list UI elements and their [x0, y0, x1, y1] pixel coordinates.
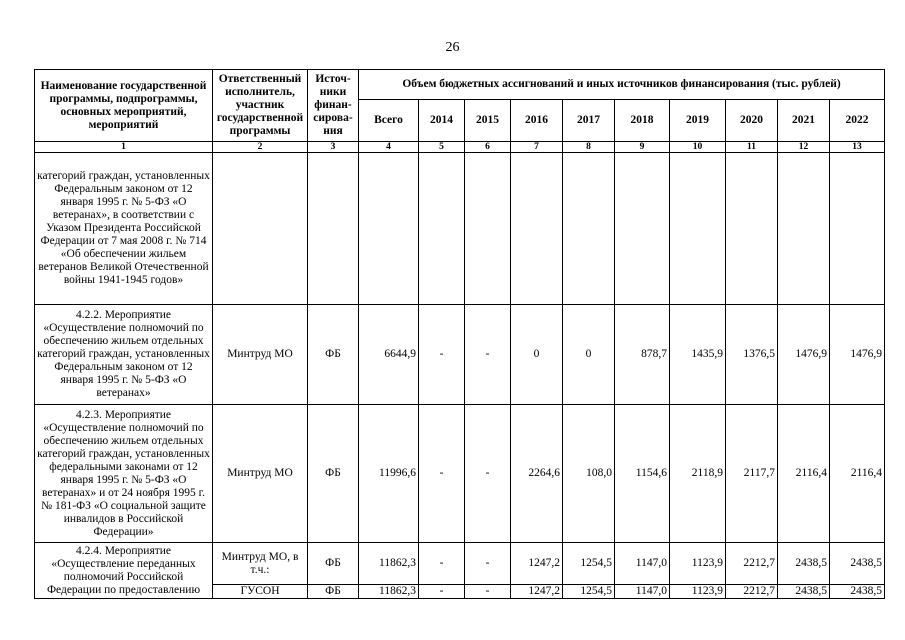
row-source: ФБ [308, 405, 359, 543]
row-value: 2438,5 [778, 543, 830, 585]
row-value: - [465, 543, 511, 585]
header-year: 2016 [511, 100, 563, 142]
row-value: - [465, 585, 511, 599]
column-number: 5 [419, 142, 465, 153]
row-source: ФБ [308, 543, 359, 585]
header-year: 2018 [615, 100, 670, 142]
row-value: 2118,9 [670, 405, 726, 543]
row-name: 4.2.2. Мероприятие «Осуществление полномочий по обеспечению жильем отдельных категорий граждан, установленных Федеральным законом от 12 января 1995 г. № 5-ФЗ «О ветеранах» [35, 305, 213, 405]
row-name: 4.2.4. Мероприятие «Осуществление переданных полномочий Российской Федерации по предоставлению [35, 543, 213, 599]
column-number: 4 [359, 142, 419, 153]
row-name: категорий граждан, установленных Федеральным законом от 12 января 1995 г. № 5-ФЗ «О ветеранах», в соответствии с Указом Президента Российской Федерации от 7 мая 2008 г. № 714 «Об обеспечении жильем ветеранов Великой Отечественной войны 1941-1945 годов» [35, 153, 213, 305]
header-year: 2022 [830, 100, 885, 142]
row-value: 878,7 [615, 305, 670, 405]
row-value: 1435,9 [670, 305, 726, 405]
row-value: 1247,2 [511, 585, 563, 599]
row-value [511, 153, 563, 305]
column-number-row [35, 142, 885, 153]
column-number: 10 [670, 142, 726, 153]
header-executor: Ответственный исполнитель, участник государственной программы [213, 70, 308, 142]
row-value: 1254,5 [563, 543, 615, 585]
row-value: 108,0 [563, 405, 615, 543]
row-value [465, 153, 511, 305]
row-value: - [465, 305, 511, 405]
column-number: 13 [830, 142, 885, 153]
column-number: 6 [465, 142, 511, 153]
row-value: 2212,7 [726, 543, 778, 585]
row-value: 2117,7 [726, 405, 778, 543]
column-number: 1 [35, 142, 213, 153]
row-value: - [419, 305, 465, 405]
header-year: 2014 [419, 100, 465, 142]
row-value: 1476,9 [778, 305, 830, 405]
table-row [35, 153, 885, 305]
row-value: 2438,5 [830, 585, 885, 599]
row-value: 1147,0 [615, 585, 670, 599]
row-value [830, 153, 885, 305]
row-value: 2438,5 [830, 543, 885, 585]
row-executor: Минтруд МО, в т.ч.: [213, 543, 308, 585]
column-number: 9 [615, 142, 670, 153]
table-row [35, 405, 885, 543]
row-value [419, 153, 465, 305]
row-value [726, 153, 778, 305]
header-name: Наименование государственной программы, подпрограммы, основных мероприятий, мероприятий [35, 70, 213, 142]
column-number: 12 [778, 142, 830, 153]
row-value: 1147,0 [615, 543, 670, 585]
row-value: - [419, 405, 465, 543]
row-source: ФБ [308, 305, 359, 405]
column-number: 2 [213, 142, 308, 153]
row-value: 1123,9 [670, 585, 726, 599]
row-value: - [465, 405, 511, 543]
page-number: 26 [445, 40, 460, 55]
row-executor [213, 153, 308, 305]
row-value [778, 153, 830, 305]
row-value [615, 153, 670, 305]
row-value: 2116,4 [830, 405, 885, 543]
row-total: 11996,6 [359, 405, 419, 543]
budget-table [34, 69, 885, 599]
row-value [670, 153, 726, 305]
header-year: 2020 [726, 100, 778, 142]
row-value: 1123,9 [670, 543, 726, 585]
table-row [35, 305, 885, 405]
row-value: 2212,7 [726, 585, 778, 599]
header-year: 2015 [465, 100, 511, 142]
row-source [308, 153, 359, 305]
header-total: Всего [359, 100, 419, 142]
header-year: 2019 [670, 100, 726, 142]
header-volume: Объем бюджетных ассигнований и иных источников финансирования (тыс. рублей) [359, 70, 885, 100]
row-executor: Минтруд МО [213, 405, 308, 543]
header-source: Источ- ники финан- сирова- ния [308, 70, 359, 142]
row-value: 1476,9 [830, 305, 885, 405]
column-number: 7 [511, 142, 563, 153]
row-value: 0 [511, 305, 563, 405]
row-value: 2264,6 [511, 405, 563, 543]
row-name: 4.2.3. Мероприятие «Осуществление полномочий по обеспечению жильем отдельных категорий граждан, установленных федеральными законами от 12 января 1995 г. № 5-ФЗ «О ветеранах» и от 24 ноября 1995 г. № 181-ФЗ «О социальной защите инвалидов в Российской Федерации» [35, 405, 213, 543]
row-executor: ГУСОН [213, 585, 308, 599]
row-total: 6644,9 [359, 305, 419, 405]
row-value: - [419, 585, 465, 599]
table-row [35, 543, 885, 585]
column-number: 3 [308, 142, 359, 153]
row-value: 1154,6 [615, 405, 670, 543]
header-year: 2021 [778, 100, 830, 142]
row-value [563, 153, 615, 305]
column-number: 8 [563, 142, 615, 153]
row-total: 11862,3 [359, 543, 419, 585]
row-total [359, 153, 419, 305]
row-value: 2438,5 [778, 585, 830, 599]
row-value: 1247,2 [511, 543, 563, 585]
row-total: 11862,3 [359, 585, 419, 599]
row-value: 2116,4 [778, 405, 830, 543]
row-value: - [419, 543, 465, 585]
row-value: 0 [563, 305, 615, 405]
row-source: ФБ [308, 585, 359, 599]
row-executor: Минтруд МО [213, 305, 308, 405]
row-value: 1254,5 [563, 585, 615, 599]
column-number: 11 [726, 142, 778, 153]
row-value: 1376,5 [726, 305, 778, 405]
header-year: 2017 [563, 100, 615, 142]
